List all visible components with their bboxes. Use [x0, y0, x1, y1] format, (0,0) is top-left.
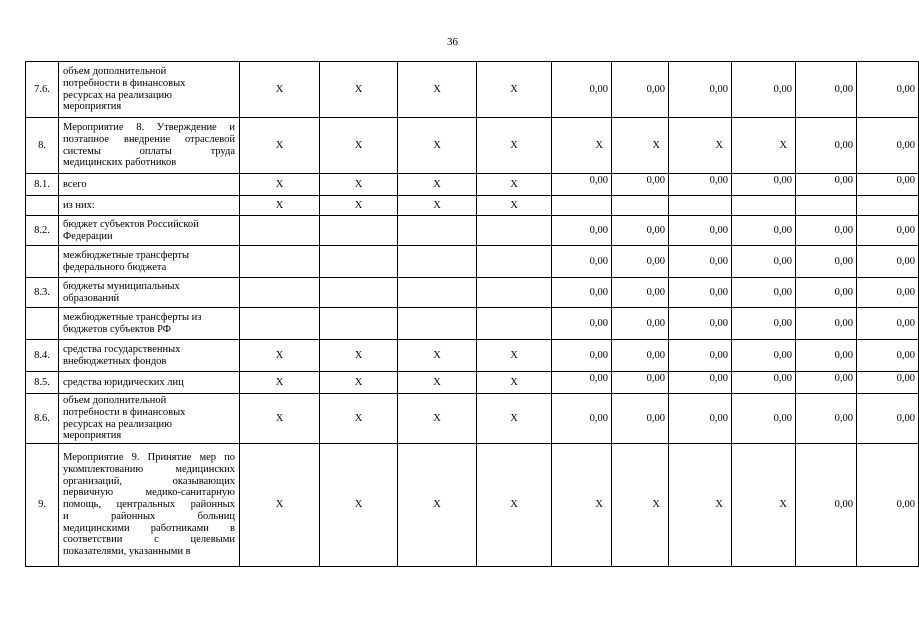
value-cell: 0,00 [669, 216, 732, 246]
value-cell [552, 196, 612, 216]
mark-cell: X [240, 174, 320, 196]
mark-cell [240, 308, 320, 340]
value-cell: 0,00 [796, 278, 857, 308]
mark-cell: X [320, 118, 398, 174]
table-row [26, 246, 919, 278]
mark-cell [320, 308, 398, 340]
mark-cell [477, 308, 552, 340]
mark-cell: X [398, 196, 477, 216]
mark-cell: X [477, 62, 552, 118]
mark-cell: X [398, 118, 477, 174]
value-cell: 0,00 [796, 394, 857, 444]
mark-cell [398, 278, 477, 308]
mark-cell: X [240, 394, 320, 444]
mark-cell [477, 278, 552, 308]
value-cell: 0,00 [669, 394, 732, 444]
mark-cell: X [320, 62, 398, 118]
mark-cell [477, 216, 552, 246]
value-cell: 0,00 [796, 174, 857, 196]
value-cell: 0,00 [669, 174, 732, 196]
row-number: 8. [26, 118, 59, 174]
mark-cell: X [320, 340, 398, 372]
mark-cell [398, 308, 477, 340]
value-cell: 0,00 [612, 246, 669, 278]
value-cell: 0,00 [669, 278, 732, 308]
value-cell: 0,00 [552, 308, 612, 340]
value-cell: 0,00 [612, 62, 669, 118]
value-cell: 0,00 [612, 394, 669, 444]
value-cell: 0,00 [732, 308, 796, 340]
mark-cell [398, 216, 477, 246]
row-number: 9. [26, 444, 59, 567]
value-cell: 0,00 [732, 216, 796, 246]
mark-cell: X [240, 118, 320, 174]
mark-cell [240, 246, 320, 278]
value-cell: 0,00 [857, 340, 919, 372]
value-cell: 0,00 [612, 174, 669, 196]
mark-cell [240, 278, 320, 308]
value-cell: 0,00 [669, 308, 732, 340]
table-row [26, 62, 919, 118]
mark-cell: X [398, 174, 477, 196]
row-number [26, 246, 59, 278]
row-description: Мероприятие 8. Утверждение и поэтапное внедрение отраслевой системы оплаты труда медицинских работников [59, 118, 240, 174]
value-cell: 0,00 [612, 216, 669, 246]
mark-cell [320, 278, 398, 308]
value-cell [857, 196, 919, 216]
value-cell: 0,00 [612, 340, 669, 372]
row-number: 7.6. [26, 62, 59, 118]
mark-cell: X [320, 372, 398, 394]
mark-cell: X [320, 196, 398, 216]
value-cell: X [612, 118, 669, 174]
value-cell: 0,00 [857, 118, 919, 174]
value-cell: 0,00 [552, 372, 612, 394]
value-cell: 0,00 [732, 174, 796, 196]
mark-cell: X [240, 340, 320, 372]
mark-cell: X [240, 196, 320, 216]
table-row [26, 372, 919, 394]
value-cell: 0,00 [552, 278, 612, 308]
value-cell: 0,00 [857, 62, 919, 118]
row-number: 8.1. [26, 174, 59, 196]
mark-cell: X [398, 340, 477, 372]
value-cell: 0,00 [669, 340, 732, 372]
mark-cell: X [398, 394, 477, 444]
value-cell: X [732, 444, 796, 567]
mark-cell: X [477, 444, 552, 567]
value-cell: 0,00 [796, 62, 857, 118]
value-cell: 0,00 [612, 278, 669, 308]
row-description: бюджет субъектов Российской Федерации [59, 216, 240, 246]
page-number: 36 [447, 36, 458, 48]
mark-cell: X [320, 444, 398, 567]
value-cell: 0,00 [857, 372, 919, 394]
budget-table [25, 61, 919, 567]
mark-cell [477, 246, 552, 278]
value-cell: 0,00 [552, 246, 612, 278]
mark-cell [320, 216, 398, 246]
value-cell: 0,00 [612, 308, 669, 340]
mark-cell: X [320, 394, 398, 444]
value-cell: 0,00 [857, 174, 919, 196]
row-description: Мероприятие 9. Принятие мер по укомплектованию медицинских организаций, оказывающих первичную медико-санитарную помощь, центральных районных и районных больниц медицинскими работниками в соответствии с целевыми показателями, указанными в [59, 444, 240, 567]
table-row [26, 196, 919, 216]
mark-cell: X [477, 196, 552, 216]
mark-cell [320, 246, 398, 278]
value-cell [669, 196, 732, 216]
value-cell: 0,00 [669, 62, 732, 118]
row-description: из них: [59, 196, 240, 216]
value-cell: 0,00 [612, 372, 669, 394]
value-cell [612, 196, 669, 216]
value-cell [796, 196, 857, 216]
value-cell: 0,00 [732, 62, 796, 118]
value-cell: 0,00 [857, 308, 919, 340]
value-cell: 0,00 [857, 278, 919, 308]
value-cell: 0,00 [732, 246, 796, 278]
value-cell: 0,00 [732, 278, 796, 308]
mark-cell: X [240, 62, 320, 118]
value-cell: 0,00 [552, 340, 612, 372]
table-row [26, 278, 919, 308]
row-number: 8.2. [26, 216, 59, 246]
value-cell: 0,00 [669, 372, 732, 394]
table-row [26, 216, 919, 246]
value-cell: X [732, 118, 796, 174]
row-description: всего [59, 174, 240, 196]
row-description: межбюджетные трансферты федерального бюджета [59, 246, 240, 278]
row-number [26, 308, 59, 340]
value-cell: 0,00 [732, 340, 796, 372]
value-cell: 0,00 [552, 174, 612, 196]
value-cell: 0,00 [796, 246, 857, 278]
row-number: 8.3. [26, 278, 59, 308]
row-number: 8.4. [26, 340, 59, 372]
value-cell: 0,00 [796, 340, 857, 372]
value-cell: 0,00 [796, 444, 857, 567]
value-cell: X [552, 444, 612, 567]
row-description: средства государственных внебюджетных фондов [59, 340, 240, 372]
table-row [26, 308, 919, 340]
mark-cell: X [477, 174, 552, 196]
table-row [26, 340, 919, 372]
value-cell: 0,00 [796, 372, 857, 394]
value-cell: X [669, 118, 732, 174]
mark-cell: X [477, 372, 552, 394]
value-cell: X [612, 444, 669, 567]
table-row [26, 174, 919, 196]
value-cell: 0,00 [857, 216, 919, 246]
row-number: 8.6. [26, 394, 59, 444]
value-cell [732, 196, 796, 216]
row-description: бюджеты муниципальных образований [59, 278, 240, 308]
mark-cell: X [398, 372, 477, 394]
value-cell: 0,00 [857, 246, 919, 278]
table-row [26, 444, 919, 567]
mark-cell: X [398, 62, 477, 118]
value-cell: X [669, 444, 732, 567]
value-cell: 0,00 [732, 372, 796, 394]
row-description: объем дополнительной потребности в финансовых ресурсах на реализацию мероприятия [59, 62, 240, 118]
mark-cell: X [398, 444, 477, 567]
table-row [26, 118, 919, 174]
value-cell: 0,00 [796, 308, 857, 340]
value-cell: X [552, 118, 612, 174]
mark-cell [240, 216, 320, 246]
value-cell: 0,00 [796, 216, 857, 246]
row-description: средства юридических лиц [59, 372, 240, 394]
value-cell: 0,00 [796, 118, 857, 174]
mark-cell: X [320, 174, 398, 196]
value-cell: 0,00 [552, 62, 612, 118]
value-cell: 0,00 [552, 216, 612, 246]
row-number [26, 196, 59, 216]
mark-cell: X [477, 394, 552, 444]
value-cell: 0,00 [857, 444, 919, 567]
mark-cell: X [477, 118, 552, 174]
row-description: объем дополнительной потребности в финансовых ресурсах на реализацию мероприятия [59, 394, 240, 444]
row-number: 8.5. [26, 372, 59, 394]
value-cell: 0,00 [669, 246, 732, 278]
value-cell: 0,00 [552, 394, 612, 444]
mark-cell: X [240, 372, 320, 394]
table-row [26, 394, 919, 444]
mark-cell: X [240, 444, 320, 567]
value-cell: 0,00 [857, 394, 919, 444]
mark-cell: X [477, 340, 552, 372]
value-cell: 0,00 [732, 394, 796, 444]
row-description: межбюджетные трансферты из бюджетов субъектов РФ [59, 308, 240, 340]
mark-cell [398, 246, 477, 278]
